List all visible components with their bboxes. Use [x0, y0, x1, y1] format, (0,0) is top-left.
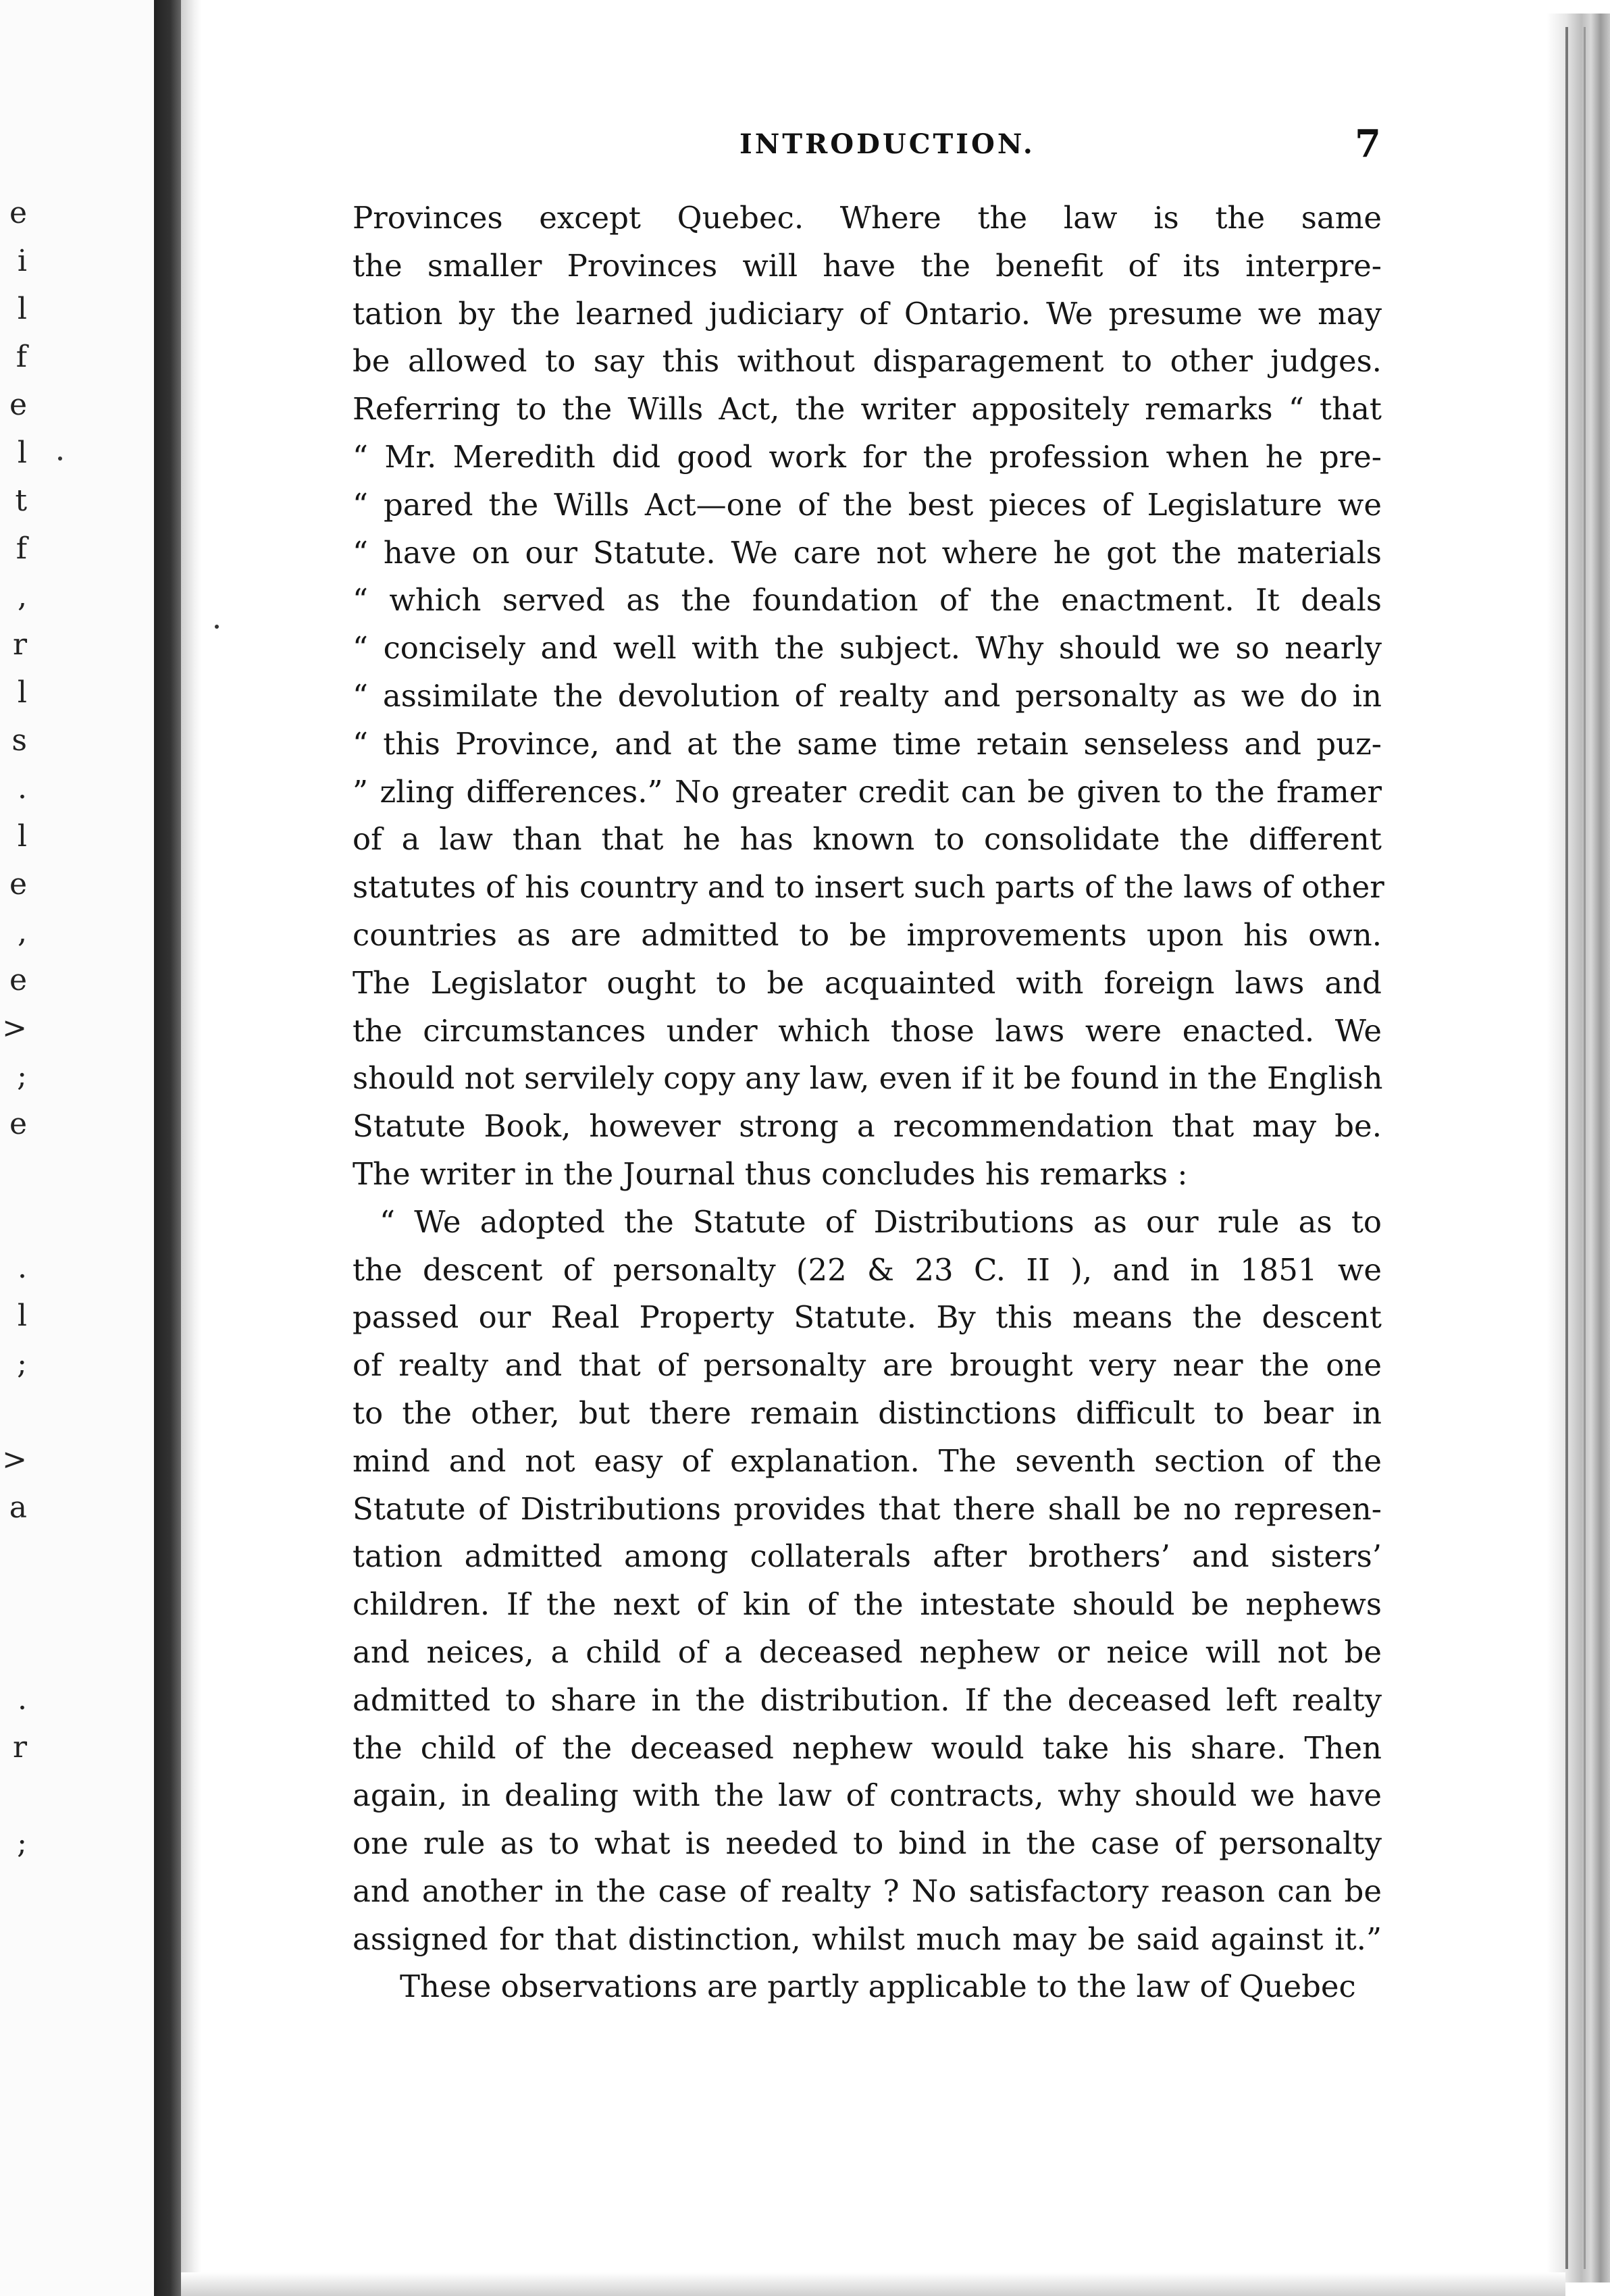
facing-page-fragment: e [9, 196, 27, 230]
facing-page-fragment: . [18, 771, 27, 806]
page-edges [1547, 14, 1610, 2282]
facing-page-fragment: f [16, 340, 27, 374]
quotation-line: children. If the next of kin of the intestate should be nephews [353, 1586, 1382, 1623]
facing-page-fragment [0, 1148, 27, 1196]
text-line: countries as are admitted to be improvements upon his own. [353, 916, 1382, 953]
ink-speck [215, 625, 219, 629]
quotation-line: “ We adopted the Statute of Distributions as our rule as to [380, 1203, 1382, 1240]
facing-page-fragment: r [12, 1730, 27, 1765]
facing-page-fragment: s [11, 723, 27, 758]
text-line: Referring to the Wills Act, the writer appositely remarks “ that [353, 391, 1382, 427]
text-line: These observations are partly applicable to the law of Quebec [400, 1968, 1356, 2005]
quotation-line: to the other, but there remain distinctions difficult to bear in [353, 1394, 1382, 1431]
facing-page-fragment: . [18, 1682, 27, 1717]
facing-page-fragment: ; [17, 1059, 27, 1093]
quotation-line: one rule as to what is needed to bind in the case of personalty [353, 1825, 1382, 1862]
quotation-line: and another in the case of realty ? No satisfactory reason can be [353, 1873, 1382, 1909]
text-line: “ assimilate the devolution of realty and personalty as we do in [353, 677, 1382, 714]
facing-page-fragment: e [9, 963, 27, 997]
facing-page-fragment: a [9, 1490, 27, 1525]
facing-page-fragment: t [15, 484, 27, 518]
facing-page-fragment: , [18, 579, 27, 614]
page-edge-line [1565, 27, 1568, 2269]
facing-page-text-fragments [0, 189, 27, 1867]
body-text [353, 194, 1382, 2011]
bottom-shadow [181, 2272, 1565, 2296]
quotation-line: tation admitted among collaterals after brothers’ and sisters’ [353, 1538, 1382, 1575]
facing-page-fragment: l [17, 819, 27, 854]
text-line: The writer in the Journal thus concludes his remarks : [353, 1155, 1188, 1192]
facing-page-fragment: l [17, 292, 27, 326]
facing-page-fragment: f [16, 531, 27, 566]
text-line: ” zling differences.” No greater credit can be given to the framer [353, 773, 1382, 810]
facing-page-edge [0, 0, 154, 2296]
facing-page-fragment: e [9, 388, 27, 422]
page-edge-line [1584, 27, 1586, 2269]
text-line: “ have on our Statute. We care not where he got the materials [353, 534, 1382, 571]
quotation-line: mind and not easy of explanation. The seventh section of the [353, 1442, 1382, 1479]
gutter-shadow [181, 0, 201, 2296]
facing-page-fragment: ; [17, 1826, 27, 1860]
quotation-line: the child of the deceased nephew would take his share. Then [353, 1729, 1382, 1766]
text-line: “ Mr. Meredith did good work for the profession when he pre- [353, 438, 1382, 475]
facing-page-fragment [0, 1388, 27, 1436]
text-line: “ concisely and well with the subject. Why should we so nearly [353, 630, 1382, 667]
quotation-line: of realty and that of personalty are brought very near the one [353, 1347, 1382, 1384]
text-line: should not servilely copy any law, even if it be found in the English [353, 1060, 1383, 1097]
text-line: of a law than that he has known to consolidate the different [353, 821, 1382, 858]
page-number: 7 [1355, 122, 1381, 166]
text-line: tation by the learned judiciary of Ontario. We presume we may [353, 295, 1382, 332]
facing-page-fragment [0, 1771, 27, 1819]
quotation-line: passed our Real Property Statute. By this means the descent [353, 1299, 1382, 1336]
facing-page-fragment [0, 1627, 27, 1675]
facing-page-fragment [0, 1532, 27, 1580]
running-header [739, 122, 1388, 169]
running-head-title: INTRODUCTION. [739, 128, 1035, 160]
facing-page-fragment: . [18, 1251, 27, 1285]
facing-page-fragment: i [17, 244, 27, 278]
facing-page-fragment: > [2, 1011, 27, 1045]
quotation-line: Statute of Distributions provides that there shall be no represen- [353, 1490, 1382, 1527]
text-line: statutes of his country and to insert such parts of the laws of other [353, 869, 1384, 906]
text-line: “ which served as the foundation of the enactment. It deals [353, 582, 1382, 619]
text-line: Statute Book, however strong a recommendation that may be. [353, 1108, 1382, 1145]
facing-page-fragment: l [17, 675, 27, 710]
facing-page-fragment: > [2, 1442, 27, 1477]
ink-speck [58, 456, 62, 461]
text-line: the smaller Provinces will have the benefit of its interpre- [353, 247, 1382, 284]
facing-page-fragment: r [12, 627, 27, 662]
facing-page-fragment: ; [17, 1347, 27, 1381]
quotation-line: again, in dealing with the law of contracts, why should we have [353, 1777, 1382, 1814]
text-line: Provinces except Quebec. Where the law is the same [353, 200, 1382, 236]
book-gutter [154, 0, 181, 2296]
text-line: “ this Province, and at the same time retain senseless and puz- [353, 725, 1382, 762]
quotation-line: admitted to share in the distribution. If the deceased left realty [353, 1681, 1382, 1718]
text-line: the circumstances under which those laws were enacted. We [353, 1012, 1382, 1049]
text-line: The Legislator ought to be acquainted with foreign laws and [353, 964, 1382, 1001]
facing-page-fragment [0, 1580, 27, 1627]
facing-page-fragment [0, 1196, 27, 1244]
facing-page-fragment: e [9, 1107, 27, 1141]
quotation-line: the descent of personalty (22 & 23 C. II ), and in 1851 we [353, 1251, 1382, 1288]
facing-page-fragment: , [18, 915, 27, 949]
facing-page-fragment: e [9, 867, 27, 902]
text-line: be allowed to say this without disparagement to other judges. [353, 343, 1382, 380]
quotation-line: and neices, a child of a deceased nephew or neice will not be [353, 1634, 1382, 1670]
facing-page-fragment: l [17, 1299, 27, 1333]
quotation-line: assigned for that distinction, whilst much may be said against it.” [353, 1921, 1382, 1957]
facing-page-fragment: l [17, 436, 27, 470]
text-line: “ pared the Wills Act—one of the best pieces of Legislature we [353, 486, 1382, 523]
